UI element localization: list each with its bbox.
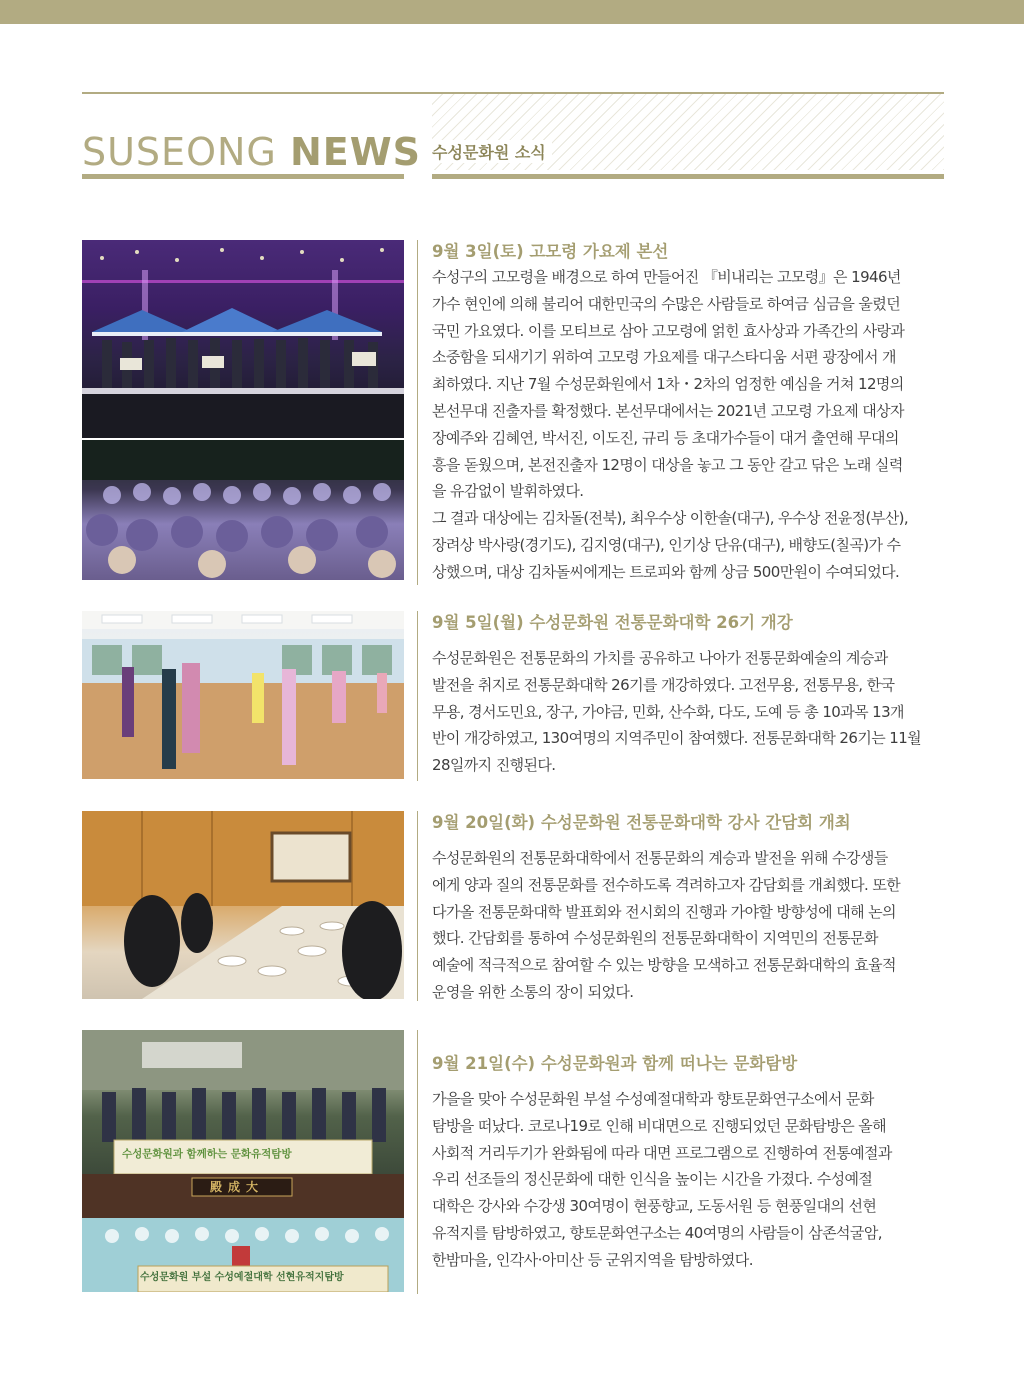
tour-banner-text-top: 수성문화원과 함께하는 문화유적탐방 bbox=[122, 1148, 292, 1160]
article-headline: 9월 3일(토) 고모령 가요제 본선 bbox=[432, 242, 669, 261]
article-text bbox=[432, 611, 944, 779]
meeting-photo bbox=[82, 811, 404, 999]
top-accent-bar bbox=[0, 0, 1024, 24]
article-headline: 9월 5일(월) 수성문화원 전통문화대학 26기 개강 bbox=[432, 613, 793, 632]
news-article-gomoryeong bbox=[82, 240, 944, 585]
article-body: 가을을 맞아 수성문화원 부설 수성예절대학과 향토문화연구소에서 문화 탐방을 떠났다. 코로나19로 인해 비대면으로 진행되었던 문화탐방은 올해 사회적 거리두기가 완화됨에 따라 대면 프로그램으로 진행하여 전통예절과 우리 선조들의 정신문화에 대한 인식을 높이는 시간을 가졌다. 수성예절 대학은 강사와 수강생 30여명이 현풍향교, 도동서원 등 현풍일대의 선현 유적지를 탐방하였고, 향토문화연구소는 40여명의 사람들이 삼존석굴암, 한밤마을, 인각사·아미산 등 군위지역을 탐방하였다. bbox=[432, 1090, 892, 1269]
brand-underline bbox=[82, 174, 404, 179]
article-headline: 9월 21일(수) 수성문화원과 함께 떠나는 문화탐방 bbox=[432, 1054, 798, 1073]
section-subtitle: 수성문화원 소식 bbox=[432, 140, 552, 163]
dance-class-photo bbox=[82, 611, 404, 779]
article-photos bbox=[82, 1030, 404, 1292]
article-photos bbox=[82, 240, 404, 580]
article-headline: 9월 20일(화) 수성문화원 전통문화대학 강사 간담회 개최 bbox=[432, 813, 851, 832]
audience-photo bbox=[82, 440, 404, 580]
article-photos bbox=[82, 811, 404, 999]
brand-bold-text: NEWS bbox=[289, 130, 421, 174]
article-body: 수성구의 고모령을 배경으로 하여 만들어진 『비내리는 고모령』은 1946년 가수 현인에 의해 불리어 대한민국의 수많은 사람들로 하여금 심금을 울렸던 국민 가요였다. 이를 모티브로 삼아 고모령에 얽힌 효사상과 가족간의 사랑과 소중함을 되새기기 위하여 고모령 가요제를 대구스타디움 서편 광장에서 개 최하였다. 지난 7월 수성문화원에서 1차・2차의 엄정한 예심을 거쳐 12명의 본선무대 진출자를 확정했다. 본선무대에서는 2021년 고모령 가요제 대상자 장예주와 김혜연, 박서진, 이도진, 규리 등 초대가수들이 대거 출연해 무대의 흥을 돋웠으며, 본전진출자 12명이 대상을 놓고 그 동안 갈고 닦은 노래 실력 을 유감없이 발휘하였다. 그 결과 대상에는 김차돌(전북), 최우수상 이한솔(대구), 우수상 전윤정(부산), 장려상 박사랑(경기도), 김지영(대구), 인기상 단유(대구), 배향도(칠곡)가 수 상했으며, 대상 김차돌씨에게는 트로피와 함께 상금 500만원이 수여되었다. bbox=[432, 268, 909, 581]
article-text bbox=[432, 240, 944, 586]
article-divider-line bbox=[417, 611, 418, 781]
temple-sign-text: 殿成大 bbox=[210, 1180, 265, 1194]
stage-photo bbox=[82, 240, 404, 438]
section-brand-title bbox=[82, 128, 421, 176]
meeting-scene bbox=[82, 811, 404, 999]
audience-scene bbox=[82, 440, 404, 580]
dance-hall-scene bbox=[82, 611, 404, 779]
article-body: 수성문화원의 전통문화대학에서 전통문화의 계승과 발전을 위해 수강생들 에게 양과 질의 전통문화를 전수하도록 격려하고자 감담회를 개최했다. 또한 다가올 전통문화대학 발표회와 전시회의 진행과 가야할 방향성에 대해 논의 했다. 간담회를 통하여 수성문화원의 전통문화대학이 지역민의 전통문화 예술에 적극적으로 참여할 수 있는 방향을 모색하고 전통문화대학의 효율적 운영을 위한 소통의 장이 되었다. bbox=[432, 849, 901, 1001]
stage-scene bbox=[82, 240, 404, 438]
tour-banner-text-bottom: 수성문화원 부설 수성예절대학 선현유적지탐방 bbox=[140, 1272, 344, 1283]
subtitle-underline bbox=[432, 174, 944, 179]
article-divider-line bbox=[417, 811, 418, 1001]
tour-group-photo-bottom bbox=[82, 1174, 404, 1292]
news-article-instructor-meeting bbox=[82, 811, 944, 1001]
news-article-culture-tour bbox=[82, 1030, 944, 1294]
article-photos bbox=[82, 611, 404, 779]
news-article-culture-college-opening bbox=[82, 611, 944, 781]
article-text bbox=[432, 1052, 944, 1274]
article-divider-line bbox=[417, 240, 418, 585]
article-body: 수성문화원은 전통문화의 가치를 공유하고 나아가 전통문화예술의 계승과 발전을 취지로 전통문화대학 26기를 개강하였다. 고전무용, 전통무용, 한국 무용, 경서도민요, 장구, 가야금, 민화, 산수화, 다도, 도예 등 총 10과목 13개 반이 개강하였고, 130여명의 지역주민이 참여했다. 전통문화대학 26기는 11월 28일까지 진행된다. bbox=[432, 649, 922, 775]
tour-group-photo-top bbox=[82, 1030, 404, 1174]
article-text bbox=[432, 811, 944, 1006]
article-divider-line bbox=[417, 1030, 418, 1294]
brand-light-text: SUSEONG bbox=[82, 130, 290, 174]
